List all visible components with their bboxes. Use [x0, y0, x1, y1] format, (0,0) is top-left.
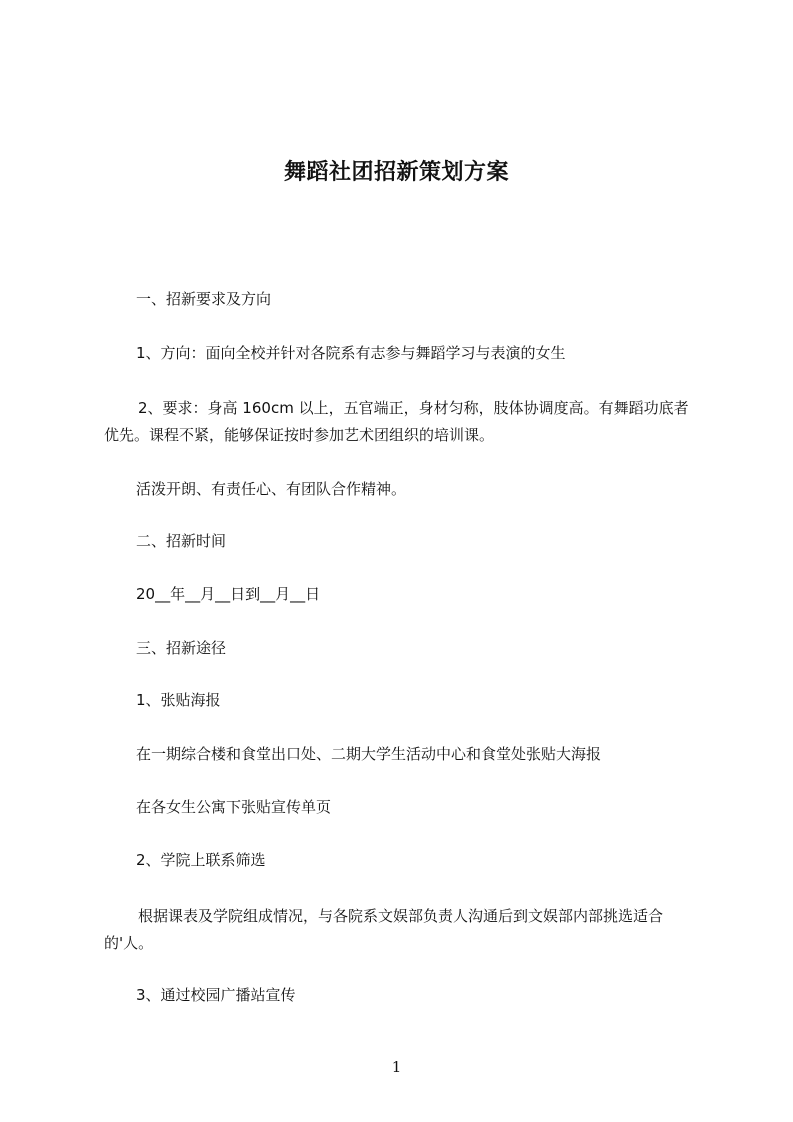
college-screening-paragraph: 根据课表及学院组成情况，与各院系文娱部负责人沟通后到文娱部内部挑选适合的'人。 — [104, 907, 664, 952]
section-heading-time: 二、招新时间 — [136, 532, 227, 550]
flyer-location-text: 在各女生公寓下张贴宣传单页 — [136, 798, 332, 816]
page-number: 1 — [391, 1058, 402, 1076]
poster-location-text: 在一期综合楼和食堂出口处、二期大学生活动中心和食堂处张贴大海报 — [136, 745, 602, 763]
recruitment-time: 20__年__月__日到__月__日 — [136, 585, 321, 603]
direction-text: 1、方向：面向全校并针对各院系有志参与舞蹈学习与表演的女生 — [136, 344, 566, 362]
page-title: 舞蹈社团招新策划方案 — [283, 159, 509, 185]
section-heading-channels: 三、招新途径 — [136, 639, 227, 657]
requirement-paragraph: 2、要求：身高 160cm 以上，五官端正，身材匀称，肢体协调度高。有舞蹈功底者优先。课程不紧，能够保证按时参加艺术团组织的培训课。 — [104, 399, 689, 444]
channel-college-heading: 2、学院上联系筛选 — [136, 851, 266, 869]
personality-text: 活泼开朗、有责任心、有团队合作精神。 — [136, 480, 407, 498]
channel-poster-heading: 1、张贴海报 — [136, 691, 221, 709]
section-heading-requirements: 一、招新要求及方向 — [136, 290, 272, 308]
channel-broadcast-heading: 3、通过校园广播站宣传 — [136, 986, 296, 1004]
